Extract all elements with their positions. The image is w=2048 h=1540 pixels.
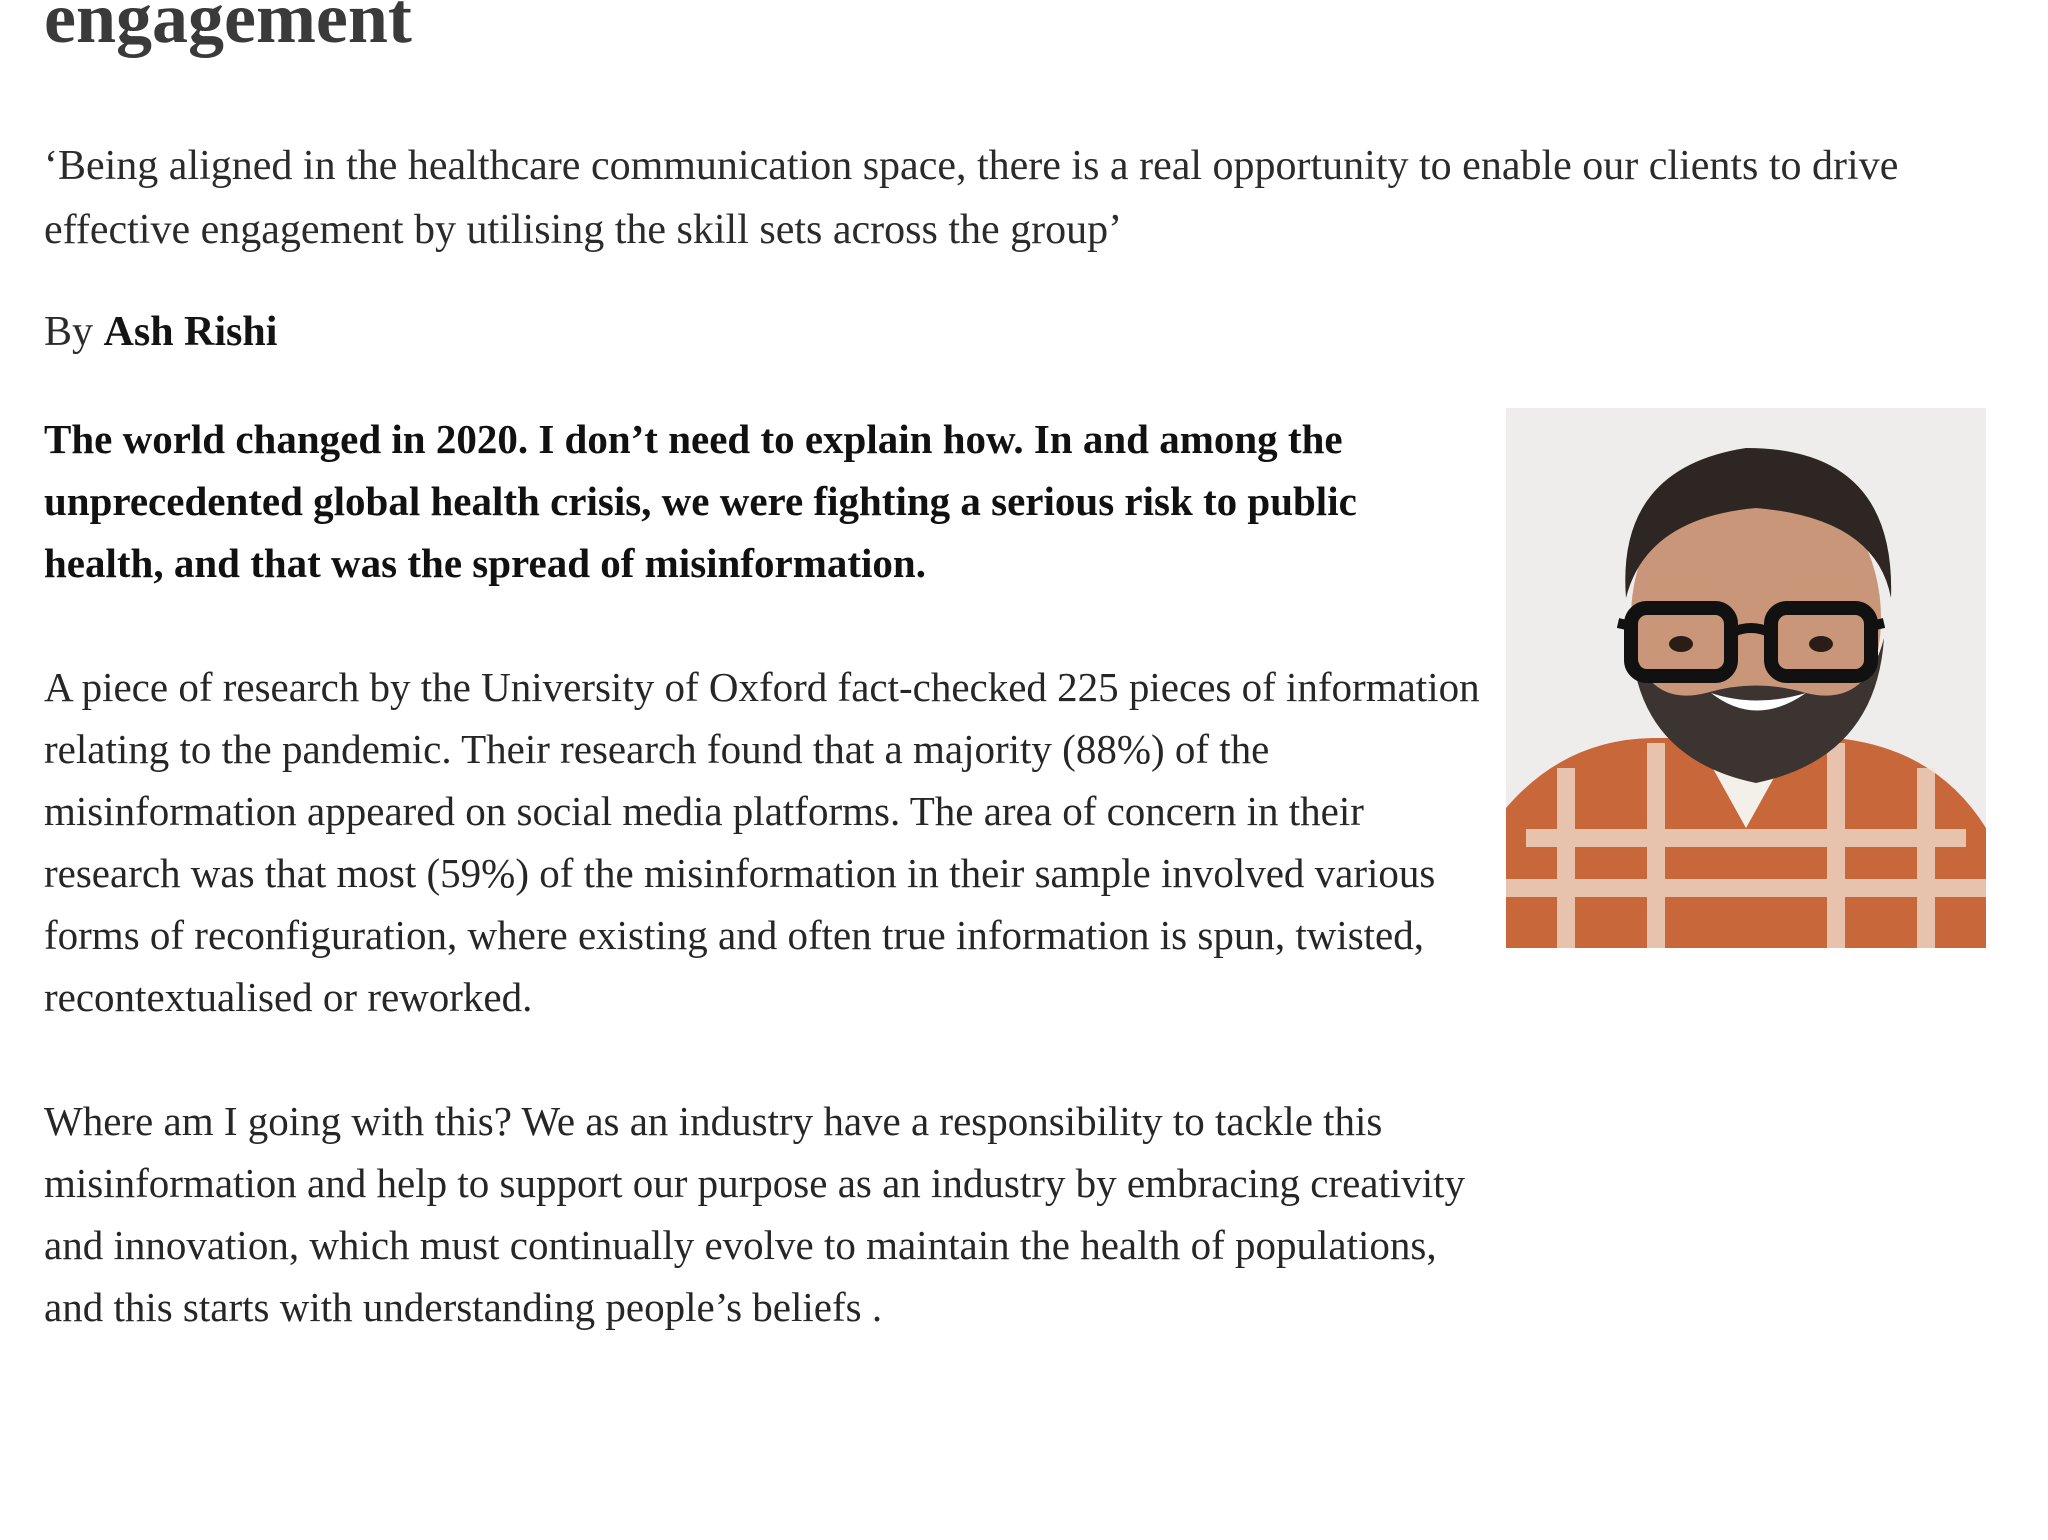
byline-prefix: By [44, 309, 104, 355]
author-photo [1506, 408, 1986, 948]
article-byline [44, 300, 277, 364]
right-eye [1809, 636, 1833, 652]
article-body [44, 408, 1484, 1400]
body-paragraph-research: A piece of research by the University of Oxford fact-checked 225 pieces of information relating to the pandemic. Their research found that a majority (88%) of the misinformation appeared on social media platforms. The area of concern in their research was that most (59%) of the misinformation in their sample involved various forms of reconfiguration, where existing and often true information is spun, twisted, recontextualised or reworked. [44, 664, 1480, 1020]
article-title: engagement [44, 0, 412, 58]
article-standfirst: ‘Being aligned in the healthcare communication space, there is a real opportunity to enable our clients to drive effective engagement by utilising the skill sets across the group’ [44, 143, 1899, 253]
body-paragraph-industry: Where am I going with this? We as an industry have a responsibility to tackle this misinformation and help to support our purpose as an industry by embracing creativity and innovation, which must continually evolve to maintain the health of populations, and this starts with understanding people’s beliefs . [44, 1098, 1466, 1330]
author-name: Ash Rishi [103, 309, 278, 355]
lead-paragraph: The world changed in 2020. I don’t need to explain how. In and among the unprecedented global health crisis, we were fighting a serious risk to public health, and that was the spread of misinformation. [44, 416, 1357, 586]
author-portrait-illustration [1506, 408, 1986, 948]
glasses-bridge [1731, 628, 1771, 633]
left-eye [1669, 636, 1693, 652]
article-page [44, 0, 2004, 1540]
